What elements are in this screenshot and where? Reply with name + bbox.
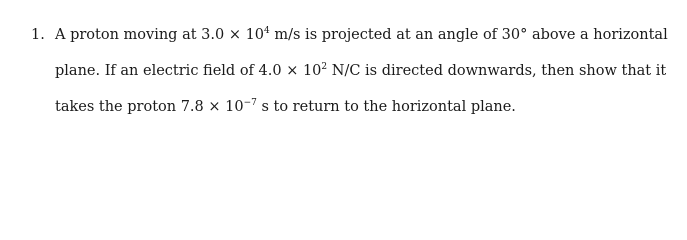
question-number: 1.: [31, 27, 45, 43]
question-line-3: [55, 89, 685, 125]
line-2-exponent: 2: [321, 62, 328, 72]
line-2-part-a: plane. If an electric field of 4.0 × 10: [55, 63, 322, 79]
line-3-exponent: −7: [243, 98, 257, 108]
line-3-part-b: s to return to the horizontal plane.: [256, 99, 516, 115]
line-1-part-b: m/s is projected at an angle of 30° above a horizontal: [269, 27, 668, 43]
question-item: [0, 0, 687, 119]
question-line-1: [55, 17, 685, 53]
line-1-exponent: 4: [264, 26, 270, 36]
line-3-part-a: takes the proton 7.8 × 10: [55, 99, 244, 115]
question-text: [55, 17, 685, 125]
line-2-part-b: N/C is directed downwards, then show that it: [327, 63, 667, 79]
line-1-part-a: A proton moving at 3.0 × 10: [55, 27, 265, 43]
question-line-2: [55, 53, 685, 89]
